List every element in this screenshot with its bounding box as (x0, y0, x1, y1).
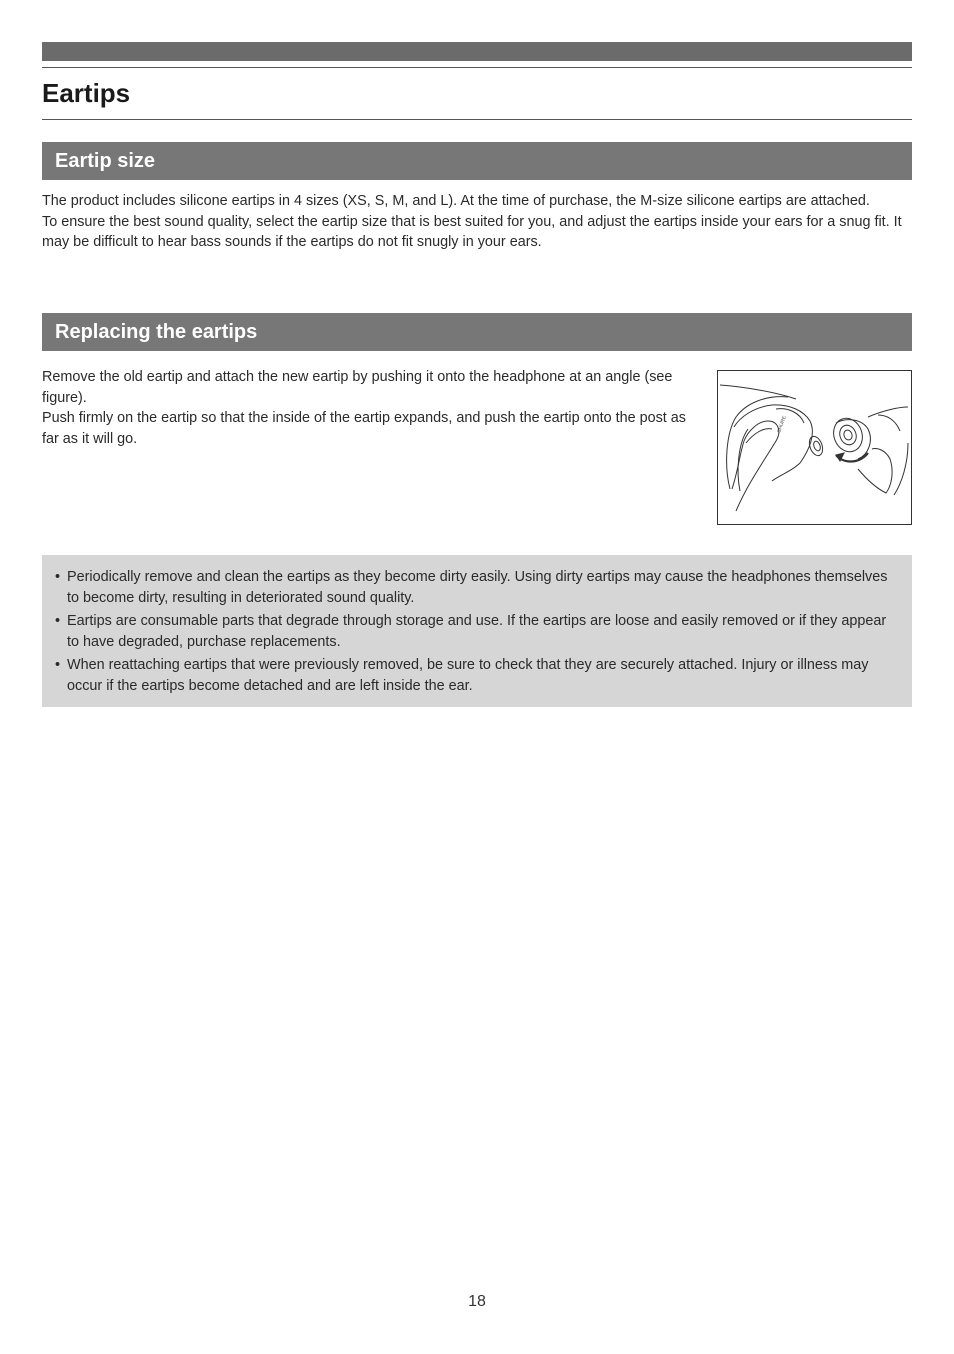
note-text: When reattaching eartips that were previously removed, be sure to check that they are securely attached. Injury or illness may occur if the eartips become detached and are left inside the ear. (67, 657, 869, 694)
header-bar (42, 42, 912, 61)
bullet: • (55, 657, 61, 673)
note-item (55, 567, 900, 608)
bullet: • (55, 613, 61, 629)
eartip-attachment-figure (717, 370, 912, 525)
eartip-size-paragraph: To ensure the best sound quality, select the eartip size that is best suited for you, and adjust the eartips inside your ears for a snug fit. It may be difficult to hear bass sounds if the eartips do not fit snugly in your ears. (42, 213, 902, 250)
replacing-paragraph: Remove the old eartip and attach the new eartip by pushing it onto the headphone at an angle (see figure). (42, 369, 673, 406)
svg-text:SHURE: SHURE (776, 415, 788, 434)
replacing-eartips-text (42, 367, 702, 449)
eartip-size-paragraph: The product includes silicone eartips in 4 sizes (XS, S, M, and L). At the time of purchase, the M-size silicone eartips are attached. (42, 193, 870, 209)
notes-list (55, 567, 900, 696)
title-bottom-rule (42, 119, 912, 120)
note-item (55, 655, 900, 696)
eartip-size-text (42, 191, 912, 253)
note-text: Periodically remove and clean the eartips as they become dirty easily. Using dirty eartips may cause the headphones themselves to become dirty, resulting in deteriorated sound quality. (67, 569, 888, 606)
bullet: • (55, 569, 61, 585)
notes-box (42, 555, 912, 707)
eartip-illustration (718, 371, 911, 524)
replacing-paragraph: Push firmly on the eartip so that the inside of the eartip expands, and push the eartip onto the post as far as it will go. (42, 410, 686, 447)
title-top-rule (42, 67, 912, 68)
section-heading-replacing-eartips: Replacing the eartips (42, 313, 912, 351)
note-item (55, 611, 900, 652)
note-text: Eartips are consumable parts that degrade through storage and use. If the eartips are loose and easily removed or if they appear to have degraded, purchase replacements. (67, 613, 887, 650)
page-number: 18 (468, 1293, 486, 1310)
page-title: Eartips (42, 78, 131, 108)
section-heading-eartip-size: Eartip size (42, 142, 912, 180)
